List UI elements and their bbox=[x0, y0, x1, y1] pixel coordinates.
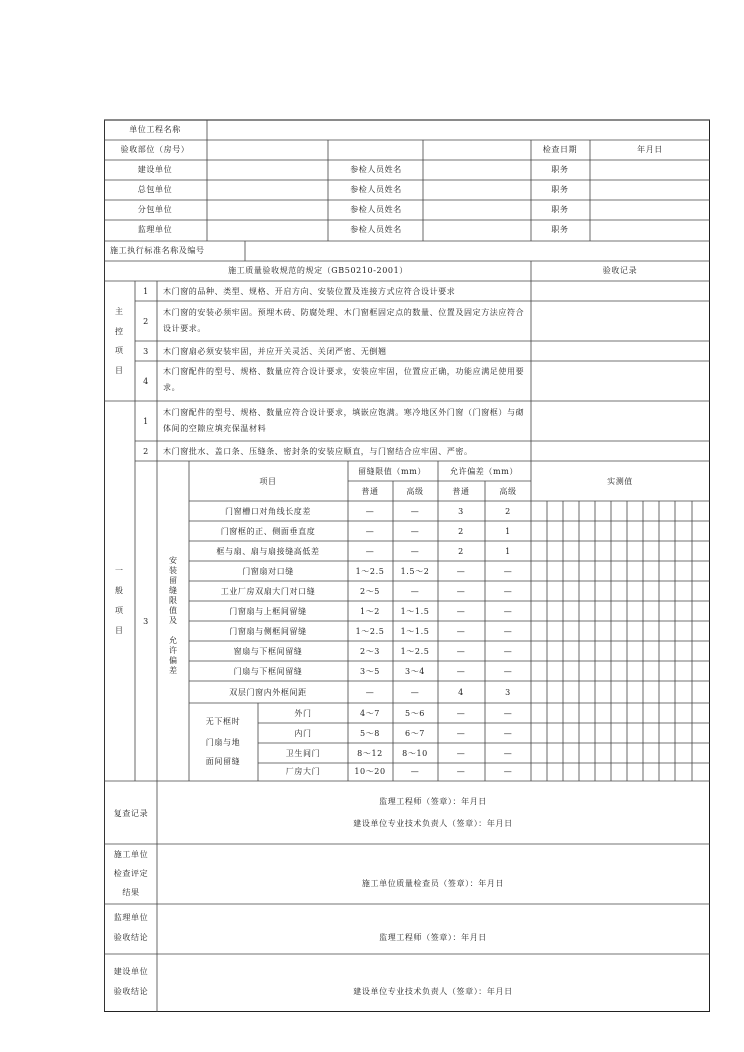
item-no: 4 bbox=[143, 377, 149, 386]
recheck-line-2: 建设单位专业技术负责人（签章）：年月日 bbox=[353, 819, 513, 828]
tolerance-row-value: — bbox=[503, 627, 513, 636]
date-value: 年月日 bbox=[637, 145, 663, 154]
position-label: 职务 bbox=[551, 205, 569, 214]
general-label-4: 目 bbox=[115, 626, 123, 635]
tolerance-row-value: 1～2.5 bbox=[400, 647, 430, 656]
tolerance-row-value: — bbox=[503, 607, 513, 616]
main-item-3: 木门窗扇必须安装牢固，并应开关灵活、关闭严密、无倒翘 bbox=[163, 347, 387, 356]
subcontractor-label: 分包单位 bbox=[137, 205, 173, 214]
owner-sign: 建设单位专业技术负责人（签章）：年月日 bbox=[353, 987, 513, 996]
floor-row-value: — bbox=[503, 729, 513, 738]
item-no: 2 bbox=[143, 317, 149, 326]
general-item-1: 木门窗配件的型号、规格、数量应符合设计要求，填嵌应饱满。寒冷地区外门窗（门窗框）与砌体间的空隙应填充保温材料 bbox=[163, 408, 525, 433]
tolerance-row-name: 框与扇、扇与扇接缝高低差 bbox=[216, 547, 320, 556]
owner-label-1: 建设单位 bbox=[113, 967, 149, 976]
tolerance-row-value: 2 bbox=[458, 527, 464, 536]
tolerance-row-value: 1 bbox=[505, 547, 511, 556]
tolerance-row-value: — bbox=[456, 627, 466, 636]
floor-row-name: 厂房大门 bbox=[285, 767, 321, 776]
col-high: 高级 bbox=[406, 487, 424, 496]
tolerance-row-value: 3～5 bbox=[360, 667, 380, 676]
construction-unit-label: 建设单位 bbox=[137, 165, 173, 174]
floor-row-value: 8～10 bbox=[402, 749, 428, 758]
floor-row-value: — bbox=[456, 767, 466, 776]
floor-row-value: 6～7 bbox=[405, 729, 425, 738]
floor-row-value: 5～6 bbox=[405, 709, 425, 718]
tolerance-row-name: 门窗框的正、侧面垂直度 bbox=[220, 527, 316, 536]
supervision-unit-label: 监理单位 bbox=[137, 225, 173, 234]
main-control-label-4: 目 bbox=[115, 366, 123, 375]
col-tolerance-header: 允许偏差（mm） bbox=[450, 467, 518, 476]
general-label-2: 般 bbox=[115, 586, 123, 595]
tolerance-row-value: — bbox=[365, 688, 375, 697]
standard-label: 施工执行标准名称及编号 bbox=[110, 246, 205, 255]
contractor-label-1: 施工单位 bbox=[113, 850, 149, 859]
tolerance-row-value: — bbox=[503, 587, 513, 596]
tolerance-row-value: — bbox=[456, 667, 466, 676]
item-no: 1 bbox=[143, 287, 149, 296]
record-label: 验收记录 bbox=[602, 266, 638, 275]
tolerance-row-value: — bbox=[456, 587, 466, 596]
floor-row-value: 5～8 bbox=[360, 729, 380, 738]
general-label-1: 一 bbox=[115, 566, 123, 575]
tolerance-row-value: 2 bbox=[458, 547, 464, 556]
floor-row-value: 4～7 bbox=[360, 709, 380, 718]
item-no: 3 bbox=[143, 347, 149, 356]
supervision-label-1: 监理单位 bbox=[113, 913, 149, 922]
tolerance-row-value: 3 bbox=[505, 688, 511, 697]
spec-title: 施工质量验收规范的规定（GB50210-2001） bbox=[228, 266, 408, 275]
item-no: 3 bbox=[143, 617, 149, 626]
floor-gap-label-2: 门扇与地 bbox=[205, 738, 241, 747]
tolerance-row-value: 2～5 bbox=[360, 587, 380, 596]
main-item-1: 木门窗的品种、类型、规格、开启方向、安装位置及连接方式应符合设计要求 bbox=[163, 287, 456, 296]
floor-row-value: — bbox=[503, 767, 513, 776]
floor-row-value: — bbox=[456, 729, 466, 738]
position-label: 职务 bbox=[551, 165, 569, 174]
col-item-header: 项目 bbox=[259, 477, 277, 486]
tolerance-row-value: 4 bbox=[458, 688, 464, 697]
tolerance-row-name: 工业厂房双扇大门对口缝 bbox=[220, 587, 316, 596]
tolerance-row-value: — bbox=[365, 507, 375, 516]
col-measured: 实测值 bbox=[607, 477, 633, 486]
tolerance-row-name: 门窗槽口对角线长度差 bbox=[225, 507, 311, 516]
floor-row-value: — bbox=[456, 709, 466, 718]
supervision-label-2: 验收结论 bbox=[113, 933, 149, 942]
inspection-part-label: 验收部位（房号） bbox=[120, 145, 190, 154]
tolerance-label-5: 允许 bbox=[169, 636, 177, 655]
tolerance-label-3: 限值 bbox=[169, 596, 177, 615]
inspection-date-label: 检查日期 bbox=[542, 145, 578, 154]
floor-gap-label-1: 无下框时 bbox=[205, 717, 241, 726]
general-contractor-label: 总包单位 bbox=[137, 185, 173, 194]
tolerance-row-value: — bbox=[456, 607, 466, 616]
tolerance-row-value: 1～2.5 bbox=[355, 627, 385, 636]
contractor-label-2: 检查评定 bbox=[113, 869, 149, 878]
tolerance-row-value: 3 bbox=[458, 507, 464, 516]
tolerance-row-name: 门窗扇与上框间留缝 bbox=[229, 607, 307, 616]
tolerance-row-value: 2 bbox=[505, 507, 511, 516]
floor-row-name: 外门 bbox=[294, 709, 312, 718]
floor-gap-label-3: 面间留缝 bbox=[205, 757, 241, 766]
col-gap-limit-header: 留缝限值（mm） bbox=[358, 467, 426, 476]
col-normal-2: 普通 bbox=[452, 487, 470, 496]
tolerance-label-4: 及 bbox=[169, 616, 177, 625]
supervision-sign: 监理工程师（签章）：年月日 bbox=[379, 933, 487, 942]
tolerance-label-2: 留缝 bbox=[169, 576, 177, 595]
tolerance-row-value: — bbox=[365, 527, 375, 536]
tolerance-row-value: 2～3 bbox=[360, 647, 380, 656]
floor-row-value: 8～12 bbox=[357, 749, 383, 758]
inspector-name-label: 参检人员姓名 bbox=[350, 165, 402, 174]
floor-row-value: — bbox=[503, 709, 513, 718]
tolerance-row-value: — bbox=[456, 567, 466, 576]
floor-row-name: 内门 bbox=[294, 729, 312, 738]
tolerance-row-value: 1～1.5 bbox=[400, 607, 430, 616]
tolerance-row-value: — bbox=[365, 547, 375, 556]
col-high-2: 高级 bbox=[499, 487, 517, 496]
main-control-label-1: 主 bbox=[115, 307, 123, 316]
tolerance-row-value: — bbox=[410, 527, 420, 536]
tolerance-row-value: — bbox=[410, 507, 420, 516]
tolerance-row-value: — bbox=[410, 688, 420, 697]
floor-row-value: — bbox=[410, 767, 420, 776]
tolerance-row-name: 双层门窗内外框间距 bbox=[229, 688, 307, 697]
tolerance-label-1: 安装 bbox=[169, 556, 177, 575]
inspector-name-label: 参检人员姓名 bbox=[350, 185, 402, 194]
unit-project-name-label: 单位工程名称 bbox=[129, 125, 181, 134]
tolerance-row-name: 门窗扇对口缝 bbox=[242, 567, 294, 576]
tolerance-row-value: — bbox=[410, 547, 420, 556]
owner-label-2: 验收结论 bbox=[113, 987, 149, 996]
main-item-2: 木门窗的安装必须牢固。预埋木砖、防腐处理、木门窗框固定点的数量、位置及固定方法应符合设计要求。 bbox=[163, 308, 525, 333]
floor-row-value: — bbox=[456, 749, 466, 758]
tolerance-row-value: 1～2 bbox=[360, 607, 380, 616]
tolerance-label-6: 偏差 bbox=[169, 656, 177, 675]
tolerance-row-value: 3～4 bbox=[405, 667, 425, 676]
tolerance-row-value: — bbox=[503, 647, 513, 656]
contractor-sign: 施工单位质量检查员（签章）：年月日 bbox=[361, 879, 505, 888]
position-label: 职务 bbox=[551, 225, 569, 234]
col-normal: 普通 bbox=[361, 487, 379, 496]
tolerance-row-name: 门窗扇与侧框间留缝 bbox=[229, 627, 307, 636]
item-no: 1 bbox=[143, 417, 149, 426]
inspector-name-label: 参检人员姓名 bbox=[350, 205, 402, 214]
tolerance-row-value: — bbox=[410, 587, 420, 596]
inspector-name-label: 参检人员姓名 bbox=[350, 225, 402, 234]
tolerance-row-value: — bbox=[503, 567, 513, 576]
tolerance-row-value: 1 bbox=[505, 527, 511, 536]
general-item-2: 木门窗批水、盖口条、压缝条、密封条的安装应顺直，与门窗结合应牢固、严密。 bbox=[163, 447, 473, 456]
floor-row-name: 卫生间门 bbox=[285, 749, 321, 758]
tolerance-row-name: 门扇与下框间留缝 bbox=[233, 667, 303, 676]
main-item-4: 木门窗配件的型号、规格、数量应符合设计要求，安装应牢固，位置应正确，功能应满足使用要求。 bbox=[163, 367, 525, 392]
tolerance-row-name: 窗扇与下框间留缝 bbox=[233, 647, 303, 656]
main-control-label-3: 项 bbox=[115, 346, 123, 355]
tolerance-row-value: 1～1.5 bbox=[400, 627, 430, 636]
recheck-line-1: 监理工程师（签章）：年月日 bbox=[379, 797, 487, 806]
tolerance-row-value: 1～2.5 bbox=[355, 567, 385, 576]
general-label-3: 项 bbox=[115, 606, 123, 615]
tolerance-row-value: — bbox=[503, 667, 513, 676]
contractor-label-3: 结果 bbox=[122, 888, 140, 897]
floor-row-value: 10～20 bbox=[354, 767, 386, 776]
floor-row-value: — bbox=[503, 749, 513, 758]
item-no: 2 bbox=[143, 447, 149, 456]
main-control-label-2: 控 bbox=[115, 327, 123, 336]
tolerance-row-value: 1.5～2 bbox=[400, 567, 430, 576]
recheck-label: 复查记录 bbox=[113, 809, 149, 818]
position-label: 职务 bbox=[551, 185, 569, 194]
tolerance-row-value: — bbox=[456, 647, 466, 656]
